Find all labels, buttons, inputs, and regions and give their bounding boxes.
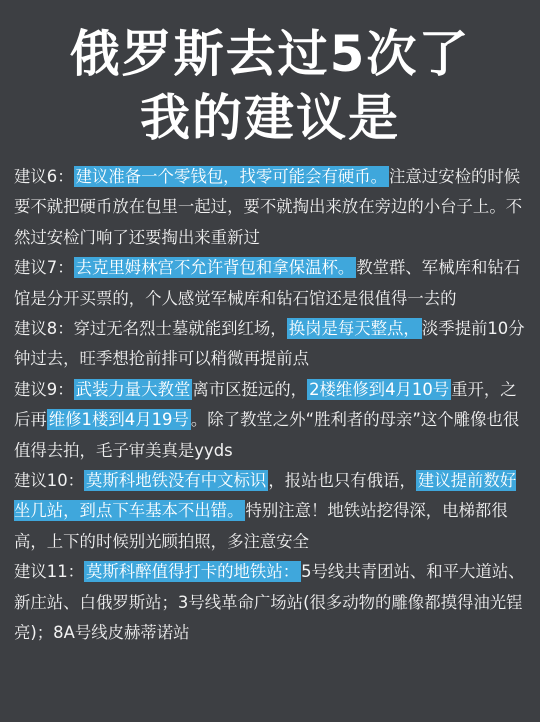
tip-text: 注意过安检的时候要不就把硬币放在包里一起过，要不就掏出来放在旁边的小台子上。不然过安检门响了还要掏出来重新过 [14,167,523,247]
tip-highlight: 去克里姆林宫不允许背包和拿保温杯。 [75,258,355,278]
tip-highlight: 建议准备一个零钱包，找零可能会有硬币。 [75,167,388,186]
tip-text: 教堂群、军械库和钻石馆是分开买票的，个人感觉军械库和钻石馆还是很值得一去的 [14,258,521,308]
tip-highlight: 莫斯科醉值得打卡的地铁站： [86,562,300,582]
tip-text: ，报站也只有俄语， [268,471,416,491]
tip-highlight: 莫斯科地铁没有中文标识 [86,471,267,491]
tip-text: 5号线共青团站、和平大道站、新庄站、白俄罗斯站；3号线革命广场站(很多动物的雕像都摸得油光锃亮)；8A号线皮赫蒂诺站 [14,562,525,643]
tip-highlight: 建议提前数好坐几站，到点下车基本不出错。 [14,471,517,521]
tip-9 [14,375,528,466]
tip-highlight: 武装力量大教堂 [75,379,191,399]
page-title-line-2: 我的建议是 [140,89,400,147]
tip-text: 特别注意！地铁站挖得深，电梯都很高，上下的时候别光顾拍照，多注意安全 [14,501,508,551]
tip-highlight: 换岗是每天整点， [288,319,420,339]
tip-text: 建议6： [14,167,74,186]
tip-text: 重开，之后再 [14,379,517,430]
tip-text: 淡季提前10分钟过去，旺季想抢前排可以稍微再提前点 [14,319,525,369]
tip-text: 建议7： [14,258,74,278]
tip-highlight: 维修1楼到4月19号 [48,410,189,430]
tip-text: 。除了教堂之外“胜利者的母亲”这个雕像也很值得去拍，毛子审美真是yyds [14,410,520,460]
tip-text: 建议11： [14,562,85,582]
tip-text: 建议8：穿过无名烈士墓就能到红场， [14,319,287,339]
tip-6 [14,162,528,253]
tips-list [14,162,528,649]
tip-text: 建议10： [14,471,85,491]
page-title-line-1: 俄罗斯去过5次了 [69,25,471,83]
tip-text: 离市区挺远的， [192,379,308,399]
tip-11 [14,557,528,648]
tip-text: 建议9： [14,379,74,399]
tip-8 [14,314,528,375]
tip-10 [14,466,528,557]
tip-7 [14,253,528,314]
tip-highlight: 2楼维修到4月10号 [309,379,450,399]
